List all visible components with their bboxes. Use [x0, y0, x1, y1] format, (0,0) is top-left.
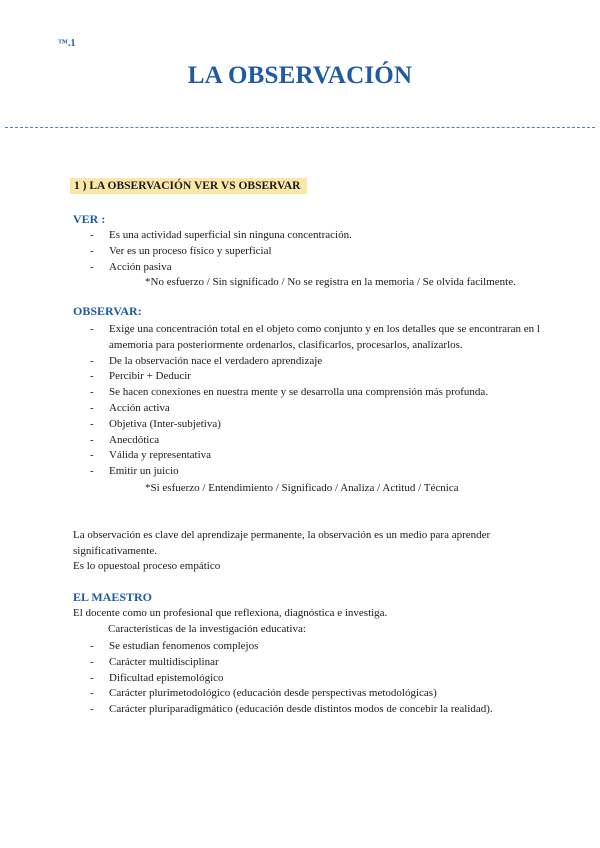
list-item-text: Percibir + Deducir	[109, 370, 191, 383]
list-item	[90, 228, 352, 244]
bullet-dash: -	[90, 655, 94, 668]
header-divider	[5, 127, 595, 128]
list-item	[90, 369, 540, 385]
list-item-text: Carácter pluriparadigmático (educación desde distintos modos de concebir la realidad).	[109, 703, 493, 716]
summary-line: Es lo opuestoal proceso empático	[73, 560, 221, 572]
list-item-text: Carácter plurimetodológico (educación desde perspectivas metodológicas)	[109, 687, 437, 700]
list-item-text: Anecdótica	[109, 433, 160, 446]
bullet-dash: -	[90, 260, 94, 273]
bullet-dash: -	[90, 433, 94, 446]
bullet-dash: -	[90, 640, 94, 652]
list-item	[90, 385, 540, 401]
list-item-text: Dificultad epistemológico	[109, 671, 224, 684]
list-item	[90, 702, 493, 718]
ver-list	[90, 228, 352, 275]
bullet-dash: -	[90, 354, 94, 367]
bullet-dash: -	[90, 386, 94, 399]
maestro-heading: EL MAESTRO	[73, 590, 153, 604]
summary-paragraph	[73, 528, 490, 575]
bullet-dash: -	[90, 449, 94, 462]
list-item-continuation	[90, 338, 540, 354]
list-item	[90, 671, 493, 687]
list-item	[90, 417, 540, 433]
bullet-dash: -	[90, 229, 94, 241]
list-item	[90, 433, 540, 449]
maestro-subtitle: Características de la investigación educativa:	[108, 623, 306, 635]
bullet-dash: -	[90, 417, 94, 430]
list-item	[90, 448, 540, 464]
list-item-text: Emitir un juicio	[109, 465, 179, 478]
bullet-dash: -	[90, 323, 94, 335]
list-item	[90, 401, 540, 417]
ver-heading: VER :	[73, 212, 106, 226]
bullet-dash: -	[90, 703, 94, 716]
ver-note: *No esfuerzo / Sin significado / No se registra en la memoria / Se olvida facilmente.	[145, 276, 516, 288]
observar-list	[90, 322, 540, 480]
observar-heading: OBSERVAR:	[73, 304, 142, 318]
maestro-intro: El docente como un profesional que reflexiona, diagnóstica e investiga.	[73, 607, 388, 619]
bullet-dash: -	[90, 465, 94, 478]
list-item-text: De la observación nace el verdadero aprendizaje	[109, 354, 323, 367]
bullet-dash: -	[90, 244, 94, 257]
summary-line: La observación es clave del aprendizaje permanente, la observación es un medio para aprender	[73, 529, 491, 541]
maestro-list	[90, 639, 493, 718]
list-item-text: Se estudian fenomenos complejos	[109, 640, 259, 652]
page-title: LA OBSERVACIÓN	[187, 62, 413, 89]
list-item-text: Ver es un proceso físico y superficial	[109, 244, 272, 257]
list-item-text: Válida y representativa	[109, 449, 212, 462]
section-heading: 1 ) LA OBSERVACIÓN VER VS OBSERVAR	[70, 178, 307, 194]
summary-line: significativamente.	[73, 544, 157, 557]
list-item-text: Acción pasiva	[109, 260, 172, 273]
list-item-text: Exige una concentración total en el objeto como conjunto y en los detalles que se encontraran en l	[109, 323, 540, 335]
list-item	[90, 322, 540, 338]
list-item-text: Objetiva (Inter-subjetiva)	[109, 417, 221, 430]
list-item	[90, 244, 352, 260]
list-item-text: amemoria para posteriormente ordenarlos, clasificarlos, procesarlos, analizarlos.	[109, 338, 463, 351]
list-item	[90, 354, 540, 370]
bullet-dash: -	[90, 687, 94, 700]
observar-note: *Si esfuerzo / Entendimiento / Significado / Analiza / Actitud / Técnica	[145, 482, 459, 494]
bullet-dash: -	[90, 370, 94, 383]
list-item-text: Carácter multidisciplinar	[109, 655, 219, 668]
list-item	[90, 464, 540, 480]
list-item	[90, 260, 352, 276]
list-item	[90, 686, 493, 702]
corner-mark: ™.1	[58, 38, 76, 49]
list-item-text: Es una actividad superficial sin ninguna concentración.	[109, 229, 352, 241]
list-item	[90, 655, 493, 671]
list-item	[90, 639, 493, 655]
bullet-dash: -	[90, 401, 94, 414]
bullet-dash: -	[90, 671, 94, 684]
list-item-text: Acción activa	[109, 401, 170, 414]
list-item-text: Se hacen conexiones en nuestra mente y se desarrolla una comprensión más profunda.	[109, 386, 489, 399]
